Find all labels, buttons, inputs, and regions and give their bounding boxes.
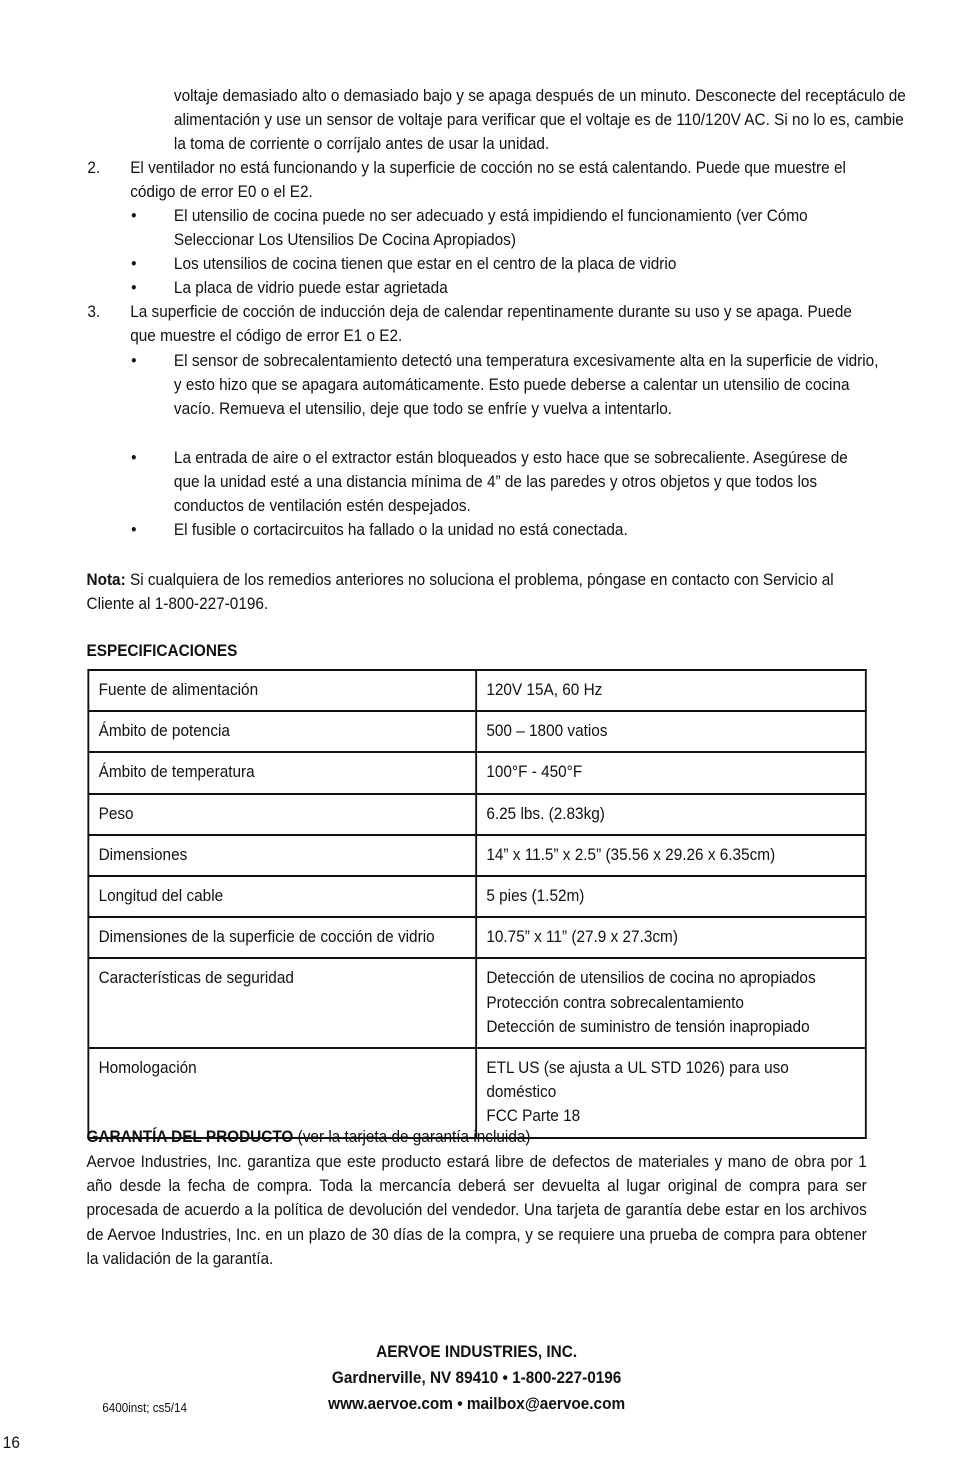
spec-row xyxy=(88,752,865,793)
bullet-text: La entrada de aire o el extractor están bloqueados y esto hace que se sobrecaliente. Asegúrese de que la unidad esté a una distancia mínima de 4” de las paredes y otros objetos y que todos los conductos de ventilación estén despejados. xyxy=(173,449,848,516)
spec-row xyxy=(88,670,865,711)
spec-row xyxy=(88,835,865,876)
specs-table xyxy=(87,669,866,1139)
spec-value: Protección contra sobrecalentamiento xyxy=(486,993,744,1012)
spec-label: Características de seguridad xyxy=(88,958,476,1048)
list-number: 2. xyxy=(87,159,101,177)
spec-label: Dimensiones de la superficie de cocción de vidrio xyxy=(88,917,476,958)
spec-value: ETL US (se ajusta a UL STD 1026) para uso doméstico xyxy=(486,1059,789,1102)
document-code: 6400inst; cs5/14 xyxy=(102,1401,187,1415)
footer-web: www.aervoe.com • mailbox@aervoe.com xyxy=(328,1395,626,1413)
spec-value: 500 – 1800 vatios xyxy=(486,722,608,741)
bullet-icon: • xyxy=(131,255,137,273)
note-label: Nota: xyxy=(86,571,126,589)
spec-value-cell xyxy=(476,794,866,835)
bullet-icon: • xyxy=(131,352,137,370)
spec-value: FCC Parte 18 xyxy=(486,1107,581,1126)
spec-value-cell xyxy=(476,835,866,876)
footer-company: AERVOE INDUSTRIES, INC. xyxy=(376,1343,578,1361)
spec-label: Ámbito de potencia xyxy=(88,711,476,752)
spec-value-cell xyxy=(476,670,866,711)
warranty-body: Aervoe Industries, Inc. garantiza que este producto estará libre de defectos de materiales y mano de obra por 1 año desde la fecha de compra. Toda la mercancía deberá ser devuelta al lugar original de compra para ser procesada de acuerdo a la política de devolución del vendedor. Una tarjeta de garantía debe estar en los archivos de Aervoe Industries, Inc. en un plazo de 30 días de la compra, y se requiere una prueba de compra para obtener la validación de la garantía. xyxy=(86,1153,867,1268)
spec-value-cell xyxy=(476,917,866,958)
list-number: 3. xyxy=(87,303,101,321)
bullet-text: La placa de vidrio puede estar agrietada xyxy=(173,279,448,297)
bullet-icon: • xyxy=(131,449,137,467)
spec-label: Homologación xyxy=(88,1048,476,1138)
bullet-icon: • xyxy=(131,207,137,225)
spec-value-cell xyxy=(476,958,866,1048)
bullet-text: El sensor de sobrecalentamiento detectó una temperatura excesivamente alta en la superficie de vidrio, y esto hizo que se apagara automáticamente. Esto puede deberse a calentar un utensilio de cocina vacío. Remueva el utensilio, deje que todo se enfríe y vuelva a intentarlo. xyxy=(173,352,879,419)
list-item-text: El ventilador no está funcionando y la superficie de cocción no se está calentando. Puede que muestre el código de error E0 o el E2. xyxy=(130,159,846,202)
spec-value: 6.25 lbs. (2.83kg) xyxy=(486,804,605,823)
bullet-icon: • xyxy=(131,521,137,539)
spec-value: 100°F - 450°F xyxy=(486,763,583,782)
list-item-text: La superficie de cocción de inducción deja de calendar repentinamente durante su uso y se apaga. Puede que muestre el código de error E1 o E2. xyxy=(130,303,852,346)
note-text: Si cualquiera de los remedios anteriores no soluciona el problema, póngase en contacto con Servicio al Cliente al 1-800-227-0196. xyxy=(86,571,834,614)
spec-value: 5 pies (1.52m) xyxy=(486,887,585,906)
spec-value: Detección de utensilios de cocina no apropiados xyxy=(486,969,816,988)
specs-title: ESPECIFICACIONES xyxy=(86,642,238,660)
list-continuation: voltaje demasiado alto o demasiado bajo y se apaga después de un minuto. Desconecte del receptáculo de alimentación y use un sensor de voltaje para verificar que el voltaje es de 110/120V AC. Si no lo es, cambie la toma de corriente o corríjalo antes de usar la unidad. xyxy=(173,87,906,154)
bullet-icon: • xyxy=(131,279,137,297)
spec-row xyxy=(88,958,865,1048)
warranty-title: GARANTÍA DEL PRODUCTO xyxy=(86,1128,294,1146)
page-number: 16 xyxy=(2,1434,20,1452)
spec-value: 120V 15A, 60 Hz xyxy=(486,681,603,699)
spec-value: 10.75” x 11” (27.9 x 27.3cm) xyxy=(486,928,678,947)
spec-label: Dimensiones xyxy=(88,835,476,876)
footer-address: Gardnerville, NV 89410 • 1-800-227-0196 xyxy=(331,1369,622,1387)
spec-row xyxy=(88,876,865,917)
spec-value: 14” x 11.5” x 2.5” (35.56 x 29.26 x 6.35cm) xyxy=(486,845,776,864)
spec-value-cell xyxy=(476,876,866,917)
bullet-text: El utensilio de cocina puede no ser adecuado y está impidiendo el funcionamiento (ver Cómo Seleccionar Los Utensilios De Cocina Apropiados) xyxy=(173,207,808,250)
spec-value: Detección de suministro de tensión inapropiado xyxy=(486,1017,810,1036)
spec-row xyxy=(88,711,865,752)
spec-value-cell xyxy=(476,711,866,752)
note-paragraph xyxy=(86,568,877,616)
spec-label: Peso xyxy=(88,794,476,835)
spec-label: Ámbito de temperatura xyxy=(88,752,476,793)
warranty-subtitle: (ver la tarjeta de garantía incluida) xyxy=(293,1128,531,1146)
spec-value-cell xyxy=(476,752,866,793)
spec-row xyxy=(88,917,865,958)
spec-label: Longitud del cable xyxy=(88,876,476,917)
spec-label: Fuente de alimentación xyxy=(88,670,476,711)
bullet-text: El fusible o cortacircuitos ha fallado o la unidad no está conectada. xyxy=(173,521,628,539)
warranty-heading xyxy=(86,1125,866,1149)
spec-row xyxy=(88,794,865,835)
bullet-text: Los utensilios de cocina tienen que estar en el centro de la placa de vidrio xyxy=(173,255,677,273)
